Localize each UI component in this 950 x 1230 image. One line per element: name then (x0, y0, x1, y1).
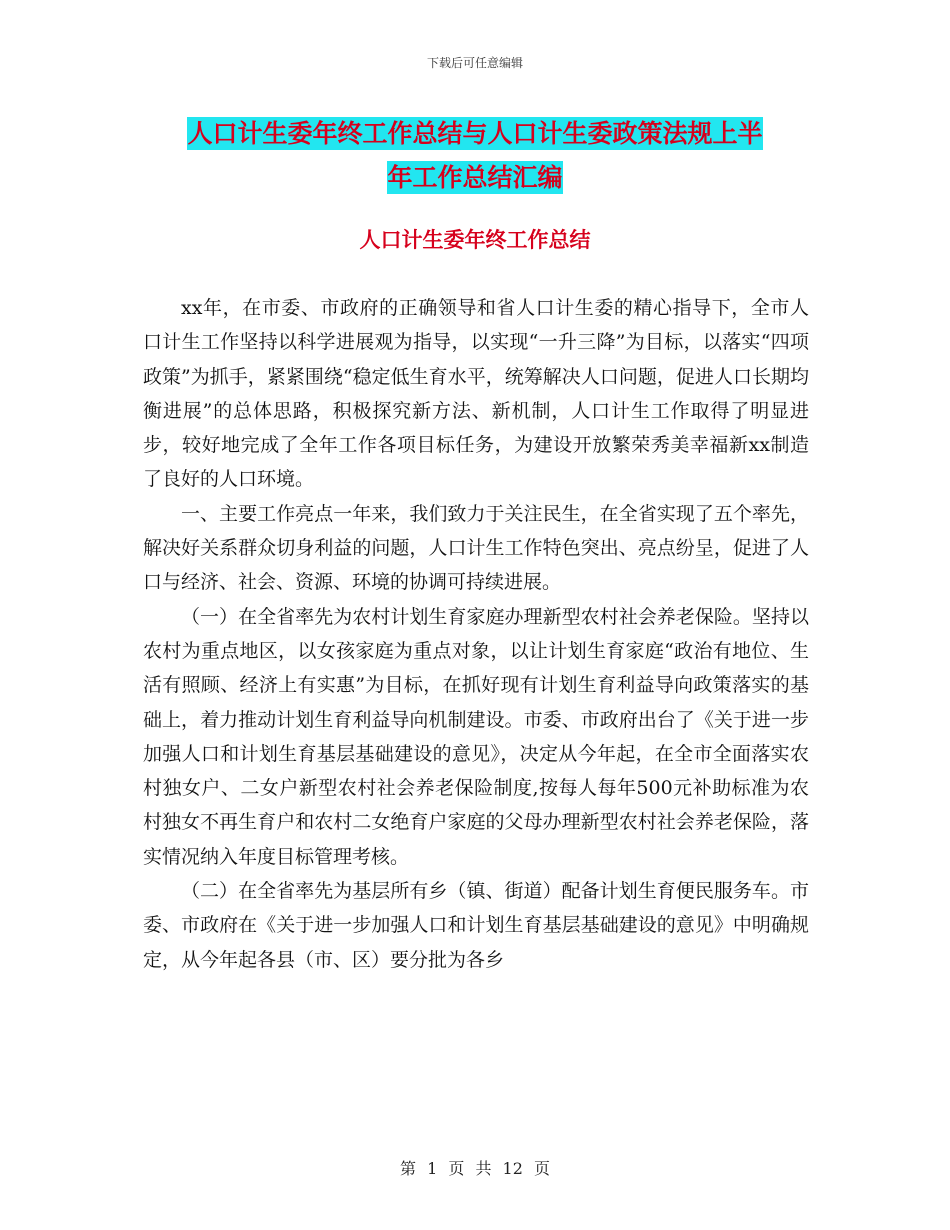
document-title-line-2-text: 年工作总结汇编 (387, 163, 563, 192)
paragraph: 一、主要工作亮点一年来，我们致力于关注民生，在全省实现了五个率先，解决好关系群众切身利益的问题，人口计生工作特色突出、亮点纷呈，促进了人口与经济、社会、资源、环境的协调可持续进展。 (143, 502, 809, 594)
page-footer: 第 1 页 共 12 页 (400, 1159, 550, 1178)
document-title-line-1-text: 人口计生委年终工作总结与人口计生委政策法规上半 (187, 119, 763, 148)
paragraph: （二）在全省率先为基层所有乡（镇、街道）配备计划生育便民服务车。市委、市政府在《关于进一步加强人口和计划生育基层基础建设的意见》中明确规定，从今年起各县（市、区）要分批为各乡 (143, 880, 809, 971)
document-title-line-2 (0, 158, 950, 194)
document-title-line-1 (0, 114, 950, 150)
paragraph: xx年，在市委、市政府的正确领导和省人口计生委的精心指导下，全市人口计生工作坚持以科学进展观为指导，以实现“一升三降”为目标，以落实“四项政策”为抓手，紧紧围绕“稳定低生育水平，统筹解决人口问题，促进人口长期均衡进展”的总体思路，积极探究新方法、新机制，人口计生工作取得了明显进步，较好地完成了全年工作各项目标任务，为建设开放繁荣秀美幸福新xx制造了良好的人口环境。 (143, 297, 809, 491)
header-note: 下载后可任意编辑 (426, 56, 523, 70)
document-body (143, 291, 809, 977)
paragraph: （一）在全省率先为农村计划生育家庭办理新型农村社会养老保险。坚持以农村为重点地区，以女孩家庭为重点对象，以让计划生育家庭“政治有地位、生活有照顾、经济上有实惠”为目标，在抓好现有计划生育利益导向政策落实的基础上，着力推动计划生育利益导向机制建设。市委、市政府出台了《关于进一步加强人口和计划生育基层基础建设的意见》，决定从今年起，在全市全面落实农村独女户、二女户新型农村社会养老保险制度,按每人每年500元补助标准为农村独女不再生育户和农村二女绝育户家庭的父母办理新型农村社会养老保险，落实情况纳入年度目标管理考核。 (143, 605, 809, 868)
section-title: 人口计生委年终工作总结 (359, 228, 591, 252)
